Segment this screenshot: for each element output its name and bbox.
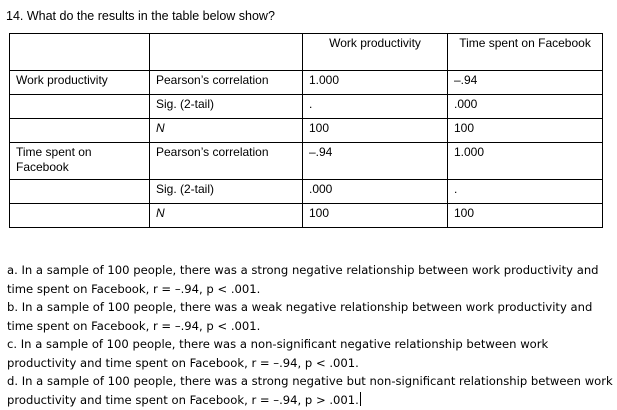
value-cell: . [448, 180, 603, 204]
value-cell: 100 [448, 119, 603, 143]
table-row [10, 204, 603, 228]
value-cell: .000 [303, 180, 448, 204]
answer-option-d [7, 372, 613, 409]
row-label [10, 204, 150, 228]
table-header-row [10, 34, 603, 71]
stat-label: N [150, 204, 303, 228]
stat-label: N [150, 119, 303, 143]
stat-label: Pearson’s correlation [150, 143, 303, 180]
value-cell: –.94 [303, 143, 448, 180]
answer-option-a: a. In a sample of 100 people, there was a strong negative relationship between work productivity and time spent on Facebook, r = –.94, p < .001. [7, 263, 599, 296]
stat-label: Sig. (2-tail) [150, 180, 303, 204]
table-row [10, 180, 603, 204]
header-time-on-facebook: Time spent on Facebook [448, 34, 603, 71]
header-cell-empty-1 [10, 34, 150, 71]
row-label: Work productivity [10, 71, 150, 95]
stat-label: Pearson’s correlation [150, 71, 303, 95]
table-row [10, 119, 603, 143]
correlation-table [9, 33, 603, 228]
text-cursor [360, 392, 361, 406]
table-row [10, 71, 603, 95]
row-label [10, 95, 150, 119]
question-text: 14. What do the results in the table below show? [6, 9, 275, 23]
answer-options [7, 261, 613, 409]
table-row [10, 143, 603, 180]
row-label: Time spent on Facebook [10, 143, 150, 180]
value-cell: . [303, 95, 448, 119]
value-cell: 100 [303, 119, 448, 143]
stat-label: Sig. (2-tail) [150, 95, 303, 119]
value-cell: 1.000 [303, 71, 448, 95]
row-label [10, 119, 150, 143]
answer-option-c: c. In a sample of 100 people, there was a non-significant negative relationship between work productivity and time spent on Facebook, r = –.94, p < .001. [7, 337, 549, 370]
answer-option-b: b. In a sample of 100 people, there was a weak negative relationship between work productivity and time spent on Facebook, r = –.94, p < .001. [7, 300, 593, 333]
value-cell: 1.000 [448, 143, 603, 180]
answer-option-d-text: d. In a sample of 100 people, there was a strong negative but non-significant relationship between work productivity and time spent on Facebook, r = –.94, p > .001. [7, 374, 613, 407]
row-label [10, 180, 150, 204]
header-work-productivity: Work productivity [303, 34, 448, 71]
value-cell: 100 [448, 204, 603, 228]
value-cell: 100 [303, 204, 448, 228]
header-cell-empty-2 [150, 34, 303, 71]
value-cell: .000 [448, 95, 603, 119]
value-cell: –.94 [448, 71, 603, 95]
table-row [10, 95, 603, 119]
